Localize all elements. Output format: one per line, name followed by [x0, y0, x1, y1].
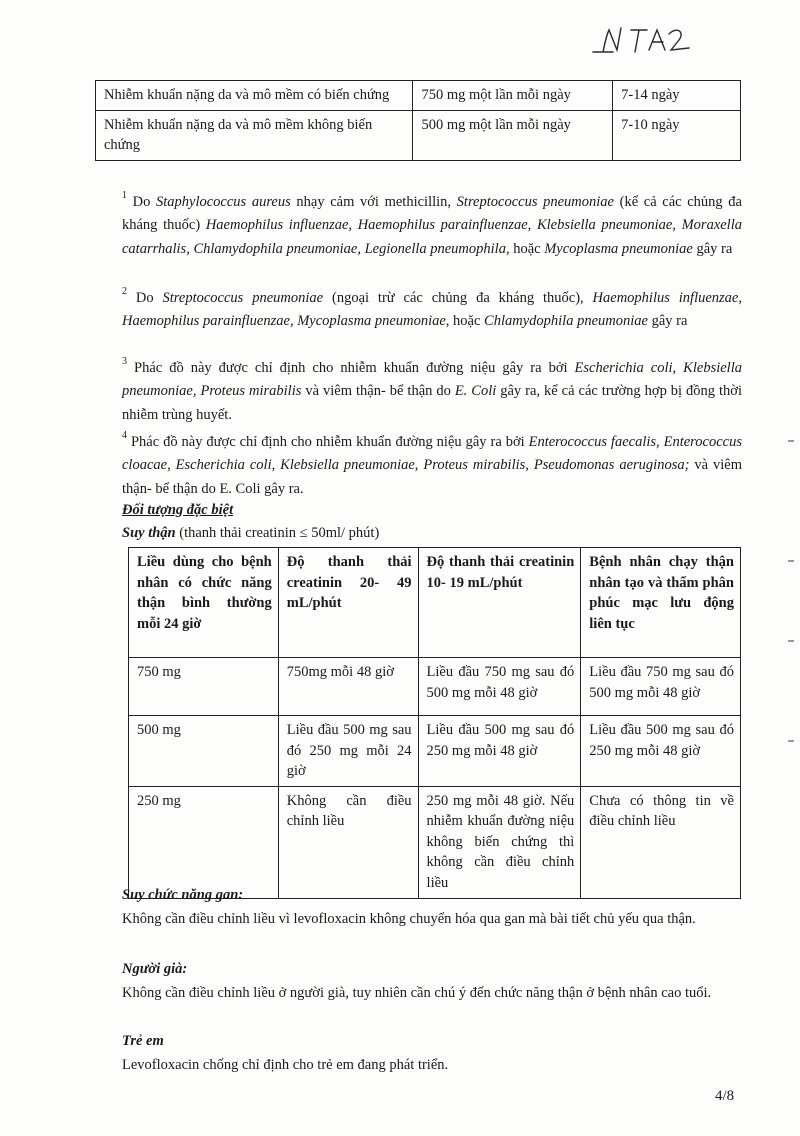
header-crcl-10-19: Độ thanh thải creatinin 10- 19 mL/phút — [418, 548, 581, 658]
table-cell: 750 mg — [129, 658, 279, 716]
table-row — [129, 716, 741, 787]
children-title: Trẻ em — [122, 1033, 164, 1049]
scan-artifact — [788, 640, 794, 642]
footnote-2: $^2$ Do Streptococcus pneumoniae (ngoại trừ các chủng đa kháng thuốc), Haemophilus influenzae, Haemophilus parainfluenzae, Mycoplasma pneumoniae, hoặc Chlamydophila pneumoniae gây ra — [122, 286, 742, 330]
footnote-3: $^3$ Phác đồ này được chỉ định cho nhiễm khuẩn đường niệu gây ra bởi Escherichia coli, Klebsiella pneumoniae, Proteus mirabilis và viêm thận- bể thận do E. Coli gây ra, kể cả các trường hợp bị đồng thời nhiễm trùng huyết. — [122, 356, 742, 423]
indication-cell: Nhiễm khuẩn nặng da và mô mềm có biến chứng — [96, 81, 413, 111]
header-dialysis: Bệnh nhân chạy thận nhân tạo và thẩm phân phúc mạc lưu động liên tục — [581, 548, 741, 658]
table-cell: Liều đầu 500 mg sau đó 250 mg mỗi 48 giờ — [418, 716, 581, 787]
scan-artifact — [788, 740, 794, 742]
table-cell: 750mg mỗi 48 giờ — [278, 658, 418, 716]
scan-artifact — [788, 440, 794, 442]
header-crcl-20-49: Độ thanh thải creatinin 20- 49 mL/phút — [278, 548, 418, 658]
footnote-1: $^1$ Do Staphylococcus aureus nhạy cảm với methicillin, Streptococcus pneumoniae (kể cả các chủng đa kháng thuốc) Haemophilus influenzae, Haemophilus parainfluenzae, Klebsiella pneumoniae, Moraxella catarrhalis, Chlamydophila pneumoniae, Legionella pneumophila, hoặc Mycoplasma pneumoniae gây ra — [122, 190, 742, 257]
table-row — [129, 658, 741, 716]
indication-cell: Nhiễm khuẩn nặng da và mô mềm không biến chứng — [96, 110, 413, 160]
table-cell: Liều đầu 750 mg sau đó 500 mg mỗi 48 giờ — [418, 658, 581, 716]
dose-cell: 500 mg một lần mỗi ngày — [413, 110, 613, 160]
table-cell: Liều đầu 500 mg sau đó 250 mg mỗi 48 giờ — [581, 716, 741, 787]
liver-impairment-title: Suy chức năng gan: — [122, 887, 244, 903]
table-cell: Liều đầu 750 mg sau đó 500 mg mỗi 48 giờ — [581, 658, 741, 716]
duration-cell: 7-14 ngày — [613, 81, 741, 111]
elderly-text: Không cần điều chỉnh liều ở người già, tuy nhiên cần chú ý đến chức năng thận ở bệnh nhân cao tuổi. — [122, 985, 712, 1001]
elderly-title: Người già: — [122, 961, 188, 977]
table-header-row — [129, 548, 741, 658]
header-normal-function: Liều dùng cho bệnh nhân có chức năng thận bình thường mỗi 24 giờ — [129, 548, 279, 658]
table-row — [96, 81, 741, 111]
table-row — [96, 110, 741, 160]
duration-cell: 7-10 ngày — [613, 110, 741, 160]
renal-impairment-heading: Suy thận (thanh thải creatinin ≤ 50ml/ phút) — [122, 525, 380, 541]
scan-artifact — [788, 560, 794, 562]
page-number: 4/8 — [715, 1088, 735, 1104]
handwritten-signature — [585, 22, 695, 62]
renal-dosage-table — [128, 547, 741, 899]
table-cell: 250 mg mỗi 48 giờ. Nếu nhiễm khuẩn đường niệu không biến chứng thì không cần điều chỉnh liều — [418, 786, 581, 898]
table-cell: 250 mg — [129, 786, 279, 898]
table-cell: Chưa có thông tin về điều chỉnh liều — [581, 786, 741, 898]
top-dosage-table — [95, 80, 741, 161]
table-row — [129, 786, 741, 898]
children-text: Levofloxacin chống chỉ định cho trẻ em đang phát triển. — [122, 1057, 449, 1073]
dose-cell: 750 mg một lần mỗi ngày — [413, 81, 613, 111]
liver-impairment-text: Không cần điều chỉnh liều vì levofloxacin không chuyển hóa qua gan mà bài tiết chủ yếu qua thận. — [122, 911, 696, 927]
footnote-4: $^4$ Phác đồ này được chỉ định cho nhiễm khuẩn đường niệu gây ra bởi Enterococcus faecalis, Enterococcus cloacae, Escherichia coli, Klebsiella pneumoniae, Proteus mirabilis, Pseudomonas aeruginosa; và viêm thận- bể thận do E. Coli gây ra. — [122, 430, 742, 497]
table-cell: 500 mg — [129, 716, 279, 787]
special-groups-heading: Đối tượng đặc biệt — [122, 502, 234, 518]
table-cell: Không cần điều chỉnh liều — [278, 786, 418, 898]
table-cell: Liều đầu 500 mg sau đó 250 mg mỗi 24 giờ — [278, 716, 418, 787]
